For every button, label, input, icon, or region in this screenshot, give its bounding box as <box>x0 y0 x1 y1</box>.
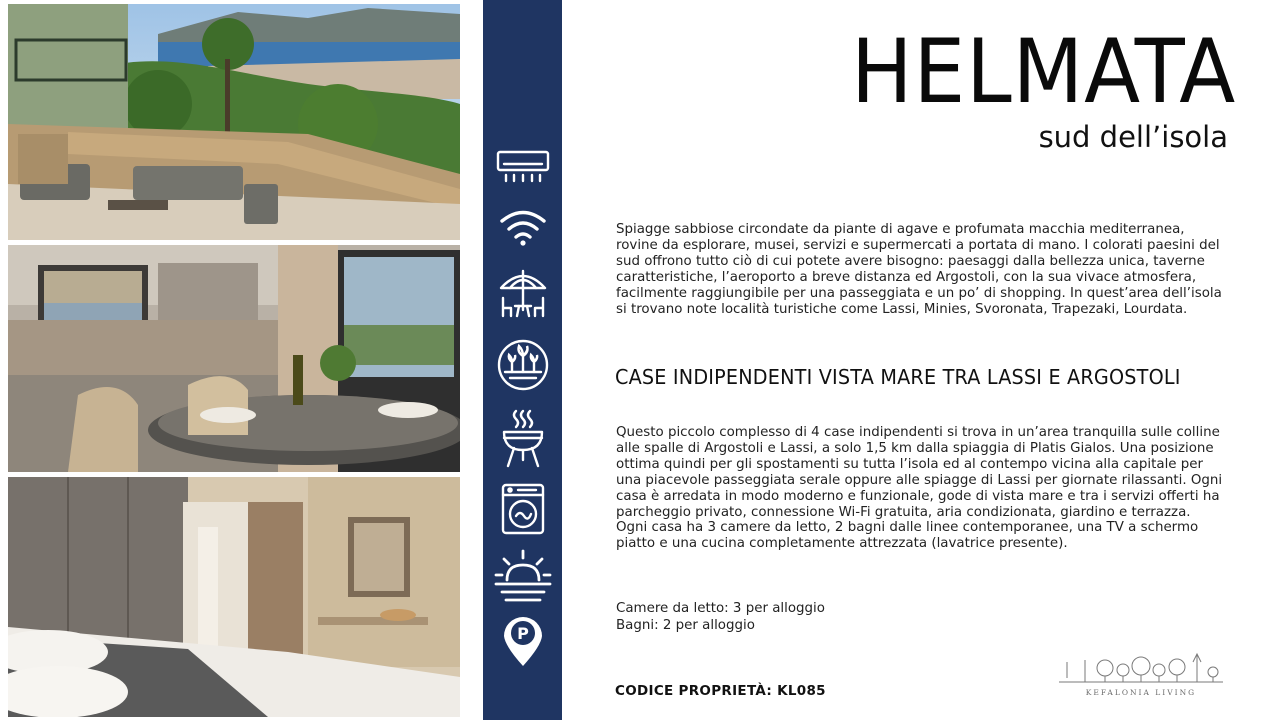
page-title: HELMATA <box>850 20 1236 123</box>
garden-icon <box>483 338 562 392</box>
amenities-bar <box>483 0 562 720</box>
description-line: una piacevole passeggiata serale oppure alle spiagge di Lassi per giornate rilassanti. Ogni <box>616 472 1223 488</box>
spec-bathrooms: Bagni: 2 per alloggio <box>616 618 755 633</box>
page-subtitle: sud dell’isola <box>1038 120 1228 154</box>
spec-bedrooms: Camere da letto: 3 per alloggio <box>616 601 825 616</box>
parking-icon <box>483 612 562 668</box>
description-line: alle spalle di Argostoli e Lassi, a solo 1,5 km dalla spiaggia di Platis Gialos. Una posizione <box>616 440 1214 456</box>
description-line: piatto e una cucina completamente attrezzata (lavatrice presente). <box>616 536 1068 552</box>
logo-text: KEFALONIA LIVING <box>1085 688 1197 697</box>
description-line: Questo piccolo complesso di 4 case indipendenti si trova in un’area tranquilla sulle colline <box>616 425 1220 440</box>
air-conditioner-icon <box>483 150 562 184</box>
intro-line: rovine da esplorare, musei, servizi e supermercati a portata di mano. I colorati paesini del <box>616 237 1220 253</box>
intro-line: si trovano note località turistiche come Lassi, Minies, Svoronata, Trapezaki, Lourdata. <box>616 301 1188 317</box>
photo-terrace-sea-view <box>8 4 460 240</box>
sea-view-sunset-icon <box>483 548 562 606</box>
property-code: CODICE PROPRIETÀ: KL085 <box>615 683 826 699</box>
intro-line: Spiagge sabbiose circondate da piante di agave e profumata macchia mediterranea, <box>616 222 1185 237</box>
wifi-icon <box>483 208 562 248</box>
description-line: parcheggio privato, connessione Wi-Fi gratuita, aria condizionata, giardino e terrazza. <box>616 504 1191 520</box>
washing-machine-icon <box>483 483 562 535</box>
photo-bedroom <box>8 477 460 717</box>
intro-line: facilmente raggiungibile per una passeggiata e un po’ di shopping. In quest’area dell’isola <box>616 285 1222 301</box>
terrace-umbrella-icon <box>483 266 562 320</box>
section-heading: CASE INDIPENDENTI VISTA MARE TRA LASSI E ARGOSTOLI <box>615 365 1181 389</box>
description-line: casa è arredata in modo moderno e funzionale, gode di vista mare e tra i servizi offerti ha <box>616 488 1220 504</box>
description-line: Ogni casa ha 3 camere da letto, 2 bagni dalle linee contemporanee, una TV a schermo <box>616 520 1199 536</box>
svg-text:P: P <box>516 624 529 643</box>
intro-line: sud offrono tutto ciò di cui potete avere bisogno: paesaggi dalla bellezza unica, taverne <box>616 253 1205 269</box>
photo-kitchen-dining <box>8 245 460 472</box>
intro-paragraph <box>616 222 1236 317</box>
intro-line: caratteristiche, l’aeroporto a breve distanza ed Argostoli, con la sua vivace atmosfera, <box>616 269 1197 285</box>
description-line: ottima quindi per gli spostamenti su tutta l’isola ed al contempo vicina alla capitale per <box>616 456 1204 472</box>
description-paragraph <box>616 425 1236 552</box>
barbecue-icon <box>483 408 562 470</box>
kefalonia-living-logo <box>1055 650 1227 702</box>
